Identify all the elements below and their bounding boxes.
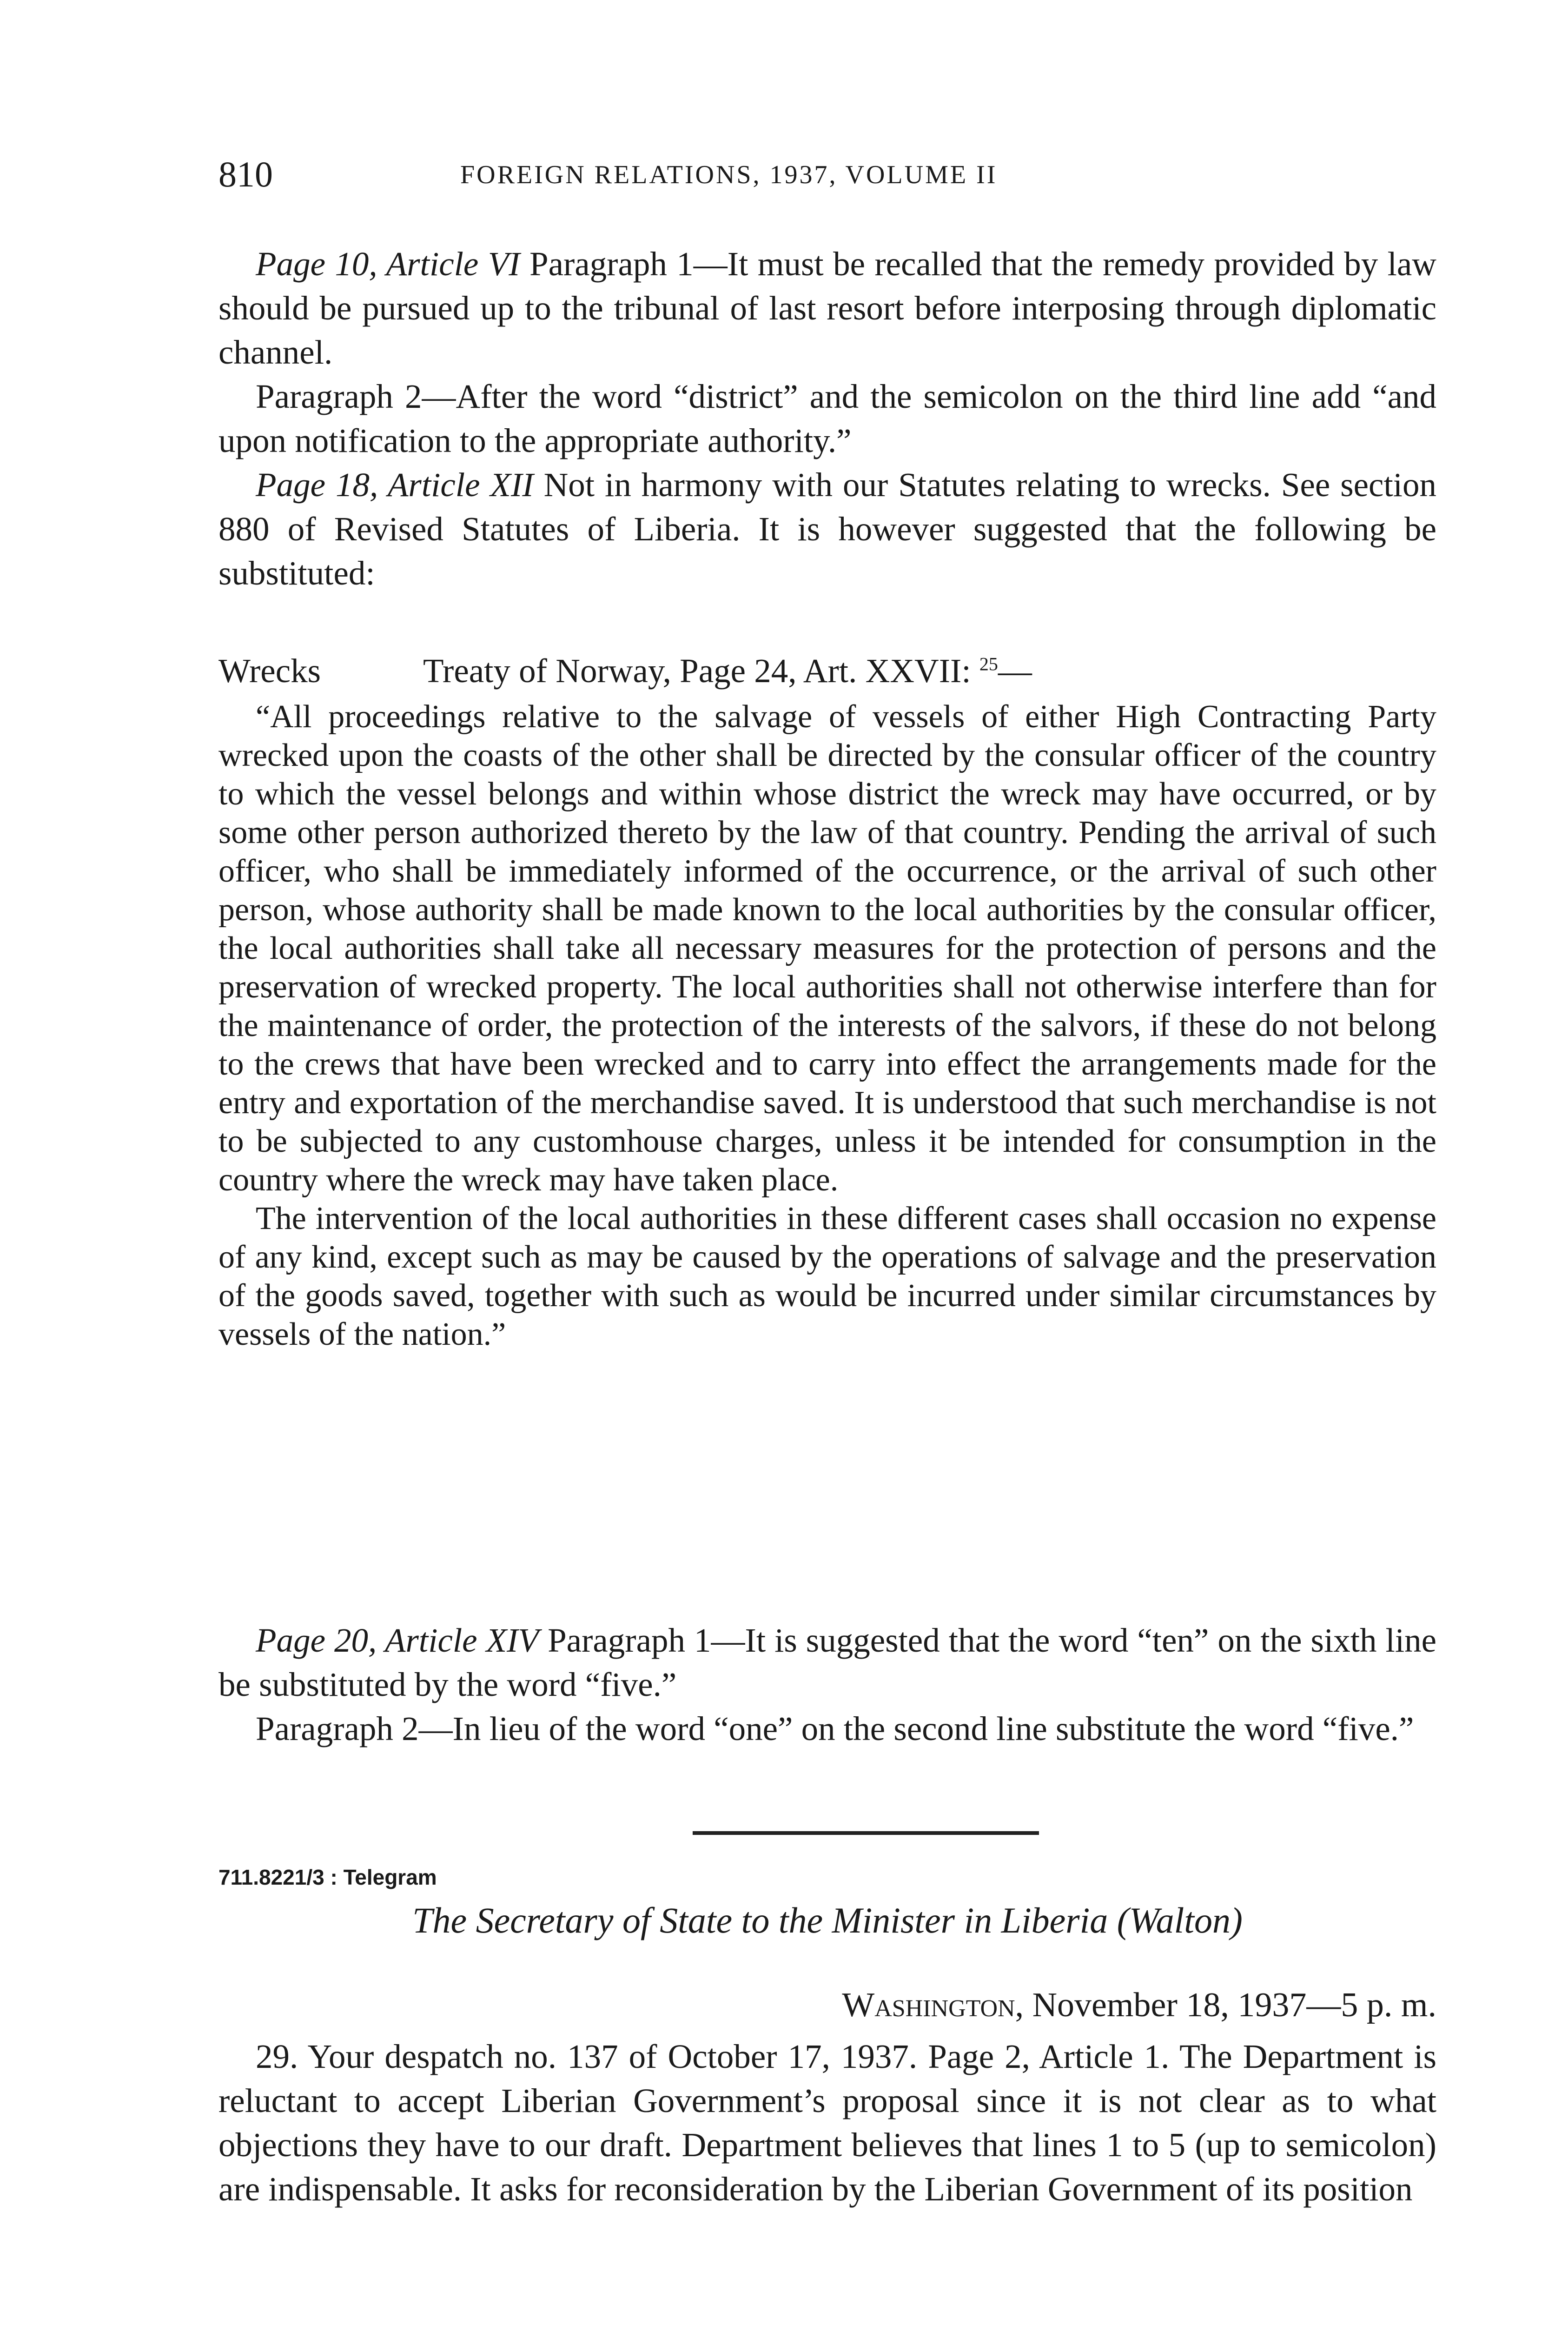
telegram-title: The Secretary of State to the Minister in Liberia (Walton) [412, 1900, 1243, 1940]
section-article-xiv [218, 1618, 1436, 1751]
paragraph-article-vi-1: Page 10, Article VI Paragraph 1—It must be recalled that the remedy provided by law should be pursued up to the tribunal of last resort before interposing through diplomatic channel. [218, 245, 1436, 371]
section-divider [693, 1831, 1039, 1835]
section-article-vi-xii [218, 242, 1436, 595]
paragraph-article-xiv-1: Page 20, Article XIV Paragraph 1—It is suggested that the word “ten” on the sixth line be substituted by the word “five.” [218, 1621, 1436, 1703]
document-page [218, 0, 1436, 2325]
file-reference: 711.8221/3 : Telegram [218, 1865, 437, 1889]
page-number: 810 [218, 154, 273, 194]
quote-paragraph-1: “All proceedings relative to the salvage of vessels of either High Contracting Party wrecked upon the coasts of the other shall be directed by the consular officer of the country to which the vessel belongs and within whose district the wreck may have occurred, or by some other person authorized thereto by the law of that country. Pending the arrival of such officer, who shall be immediately informed of the occurrence, or the arrival of such other person, whose authority shall be made known to the local authorities by the consular officer, the local authorities shall take all necessary measures for the protection of persons and the preservation of wrecked property. The local authorities shall not otherwise interfere than for the maintenance of order, the protection of the interests of the salvors, if these do not belong to the crews that have been wrecked and to carry into effect the arrangements made for the entry and exportation of the merchandise saved. It is understood that such merchandise is not to be subjected to any customhouse charges, unless it be intended for consumption in the country where the wreck may have taken place. [218, 699, 1436, 1198]
running-title: FOREIGN RELATIONS, 1937, VOLUME II [460, 160, 998, 189]
wrecks-label: Wrecks [218, 652, 321, 690]
quote-paragraph-2: The intervention of the local authorities in these different cases shall occasion no expense of any kind, except such as may be caused by the operations of salvage and the preservation of the goods saved, together with such as would be incurred under similar circumstances by vessels of the nation.” [218, 1201, 1436, 1352]
dateline: Washington, November 18, 1937—5 p. m. [842, 1986, 1436, 2024]
running-head [218, 153, 1436, 205]
wrecks-treaty-ref: Treaty of Norway, Page 24, Art. XXVII: $^{25}$— [423, 652, 1032, 690]
quoted-treaty-text [218, 698, 1436, 1354]
paragraph-article-xiv-2: Paragraph 2—In lieu of the word “one” on the second line substitute the word “five.” [256, 1710, 1414, 1747]
footnote-marker: 25 [979, 653, 998, 675]
paragraph-article-vi-2: Paragraph 2—After the word “district” and the semicolon on the third line add “and upon notification to the appropriate authority.” [218, 378, 1436, 459]
telegram-body [218, 2034, 1436, 2211]
telegram-paragraph: 29. Your despatch no. 137 of October 17, 1937. Page 2, Article 1. The Department is reluctant to accept Liberian Government’s proposal since it is not clear as to what objections they have to our draft. Department believes that lines 1 to 5 (up to semicolon) are indispensable. It asks for reconsideration by the Liberian Government of its position [218, 2038, 1436, 2208]
paragraph-article-xii: Page 18, Article XII Not in harmony with our Statutes relating to wrecks. See section 880 of Revised Statutes of Liberia. It is however suggested that the following be substituted: [218, 466, 1437, 592]
